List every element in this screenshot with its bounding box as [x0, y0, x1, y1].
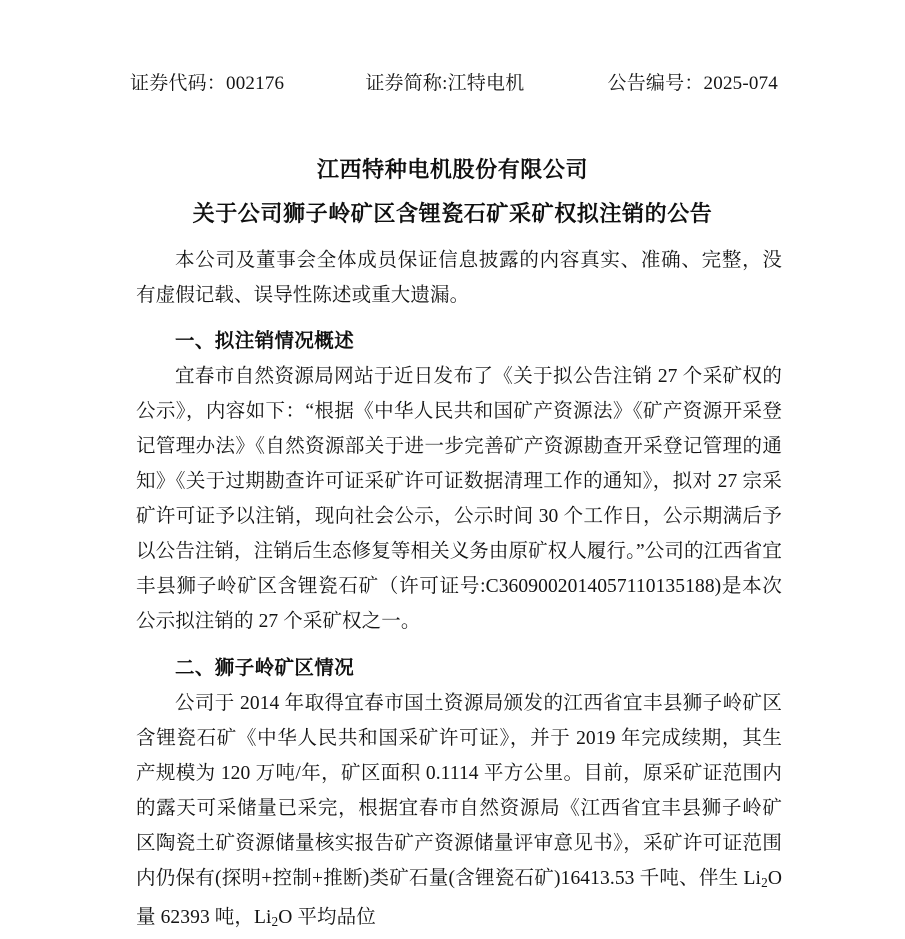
- section-2-text-part-2: O 量 62393 吨，Li: [136, 868, 782, 928]
- section-paragraph-2: [136, 686, 782, 939]
- section-heading-2: 二、狮子岭矿区情况: [175, 658, 355, 679]
- section-2-text-part-1: 公司于 2014 年取得宜春市国土资源局颁发的江西省宜丰县狮子岭矿区含锂瓷石矿《中华人民共和国采矿许可证》，并于 2019 年完成续期，其生产规模为 120 万吨/年，矿区面积 0.1114 平方公里。目前，原采矿证范围内的露天可采储量已采完，根据宜春市自然资源局《江西省宜丰县狮子岭矿区陶瓷土矿资源储量核实报告矿产资源储量评审意见书》，采矿许可证范围内仍保有(探明+控制+推断)类矿石量(含锂瓷石矿)16413.53 千吨、伴生 Li: [136, 693, 782, 889]
- li2o-subscript-1: 2: [761, 874, 768, 890]
- section-heading-1: 一、拟注销情况概述: [175, 331, 355, 352]
- spacer: [136, 639, 782, 651]
- announcement-number-label: 公告编号：: [607, 73, 704, 94]
- section-paragraph-1: 宜春市自然资源局网站于近日发布了《关于拟公告注销 27 个采矿权的公示》，内容如下：“根据《中华人民共和国矿产资源法》《矿产资源开采登记管理办法》《自然资源部关于进一步完善矿产资源勘查开采登记管理的通知》《关于过期勘查许可证采矿许可证数据清理工作的通知》，拟对 27 宗采矿许可证予以注销，现向社会公示，公示时间 30 个工作日，公示期满后予以公告注销，注销后生态修复等相关义务由原矿权人履行。”公司的江西省宜丰县狮子岭矿区含锂瓷石矿（许可证号:C3609002014057110135188)是本次公示拟注销的 27 个采矿权之一。: [136, 366, 782, 632]
- security-code-label: 证券代码：: [130, 73, 227, 94]
- spacer: [136, 313, 782, 324]
- document-title-block: [0, 148, 905, 236]
- security-abbreviation-label: 证券简称:: [365, 73, 448, 94]
- disclaimer-paragraph: 本公司及董事会全体成员保证信息披露的内容真实、准确、完整，没有虚假记载、误导性陈述或重大遗漏。: [136, 250, 782, 306]
- security-code-value: 002176: [226, 73, 285, 94]
- company-name-title: 江西特种电机股份有限公司: [316, 157, 589, 182]
- announcement-number-value: 2025-074: [703, 73, 778, 94]
- security-code: [130, 68, 284, 95]
- announcement-number: [608, 68, 778, 95]
- document-body: [136, 243, 782, 939]
- security-abbreviation: [365, 68, 524, 95]
- document-header: [130, 68, 778, 95]
- li2o-subscript-2: 2: [271, 913, 279, 929]
- section-2-text-part-3: O 平均品位: [278, 906, 376, 928]
- security-abbreviation-value: 江特电机: [447, 73, 525, 94]
- announcement-subject-title: 关于公司狮子岭矿区含锂瓷石矿采矿权拟注销的公告: [192, 201, 713, 226]
